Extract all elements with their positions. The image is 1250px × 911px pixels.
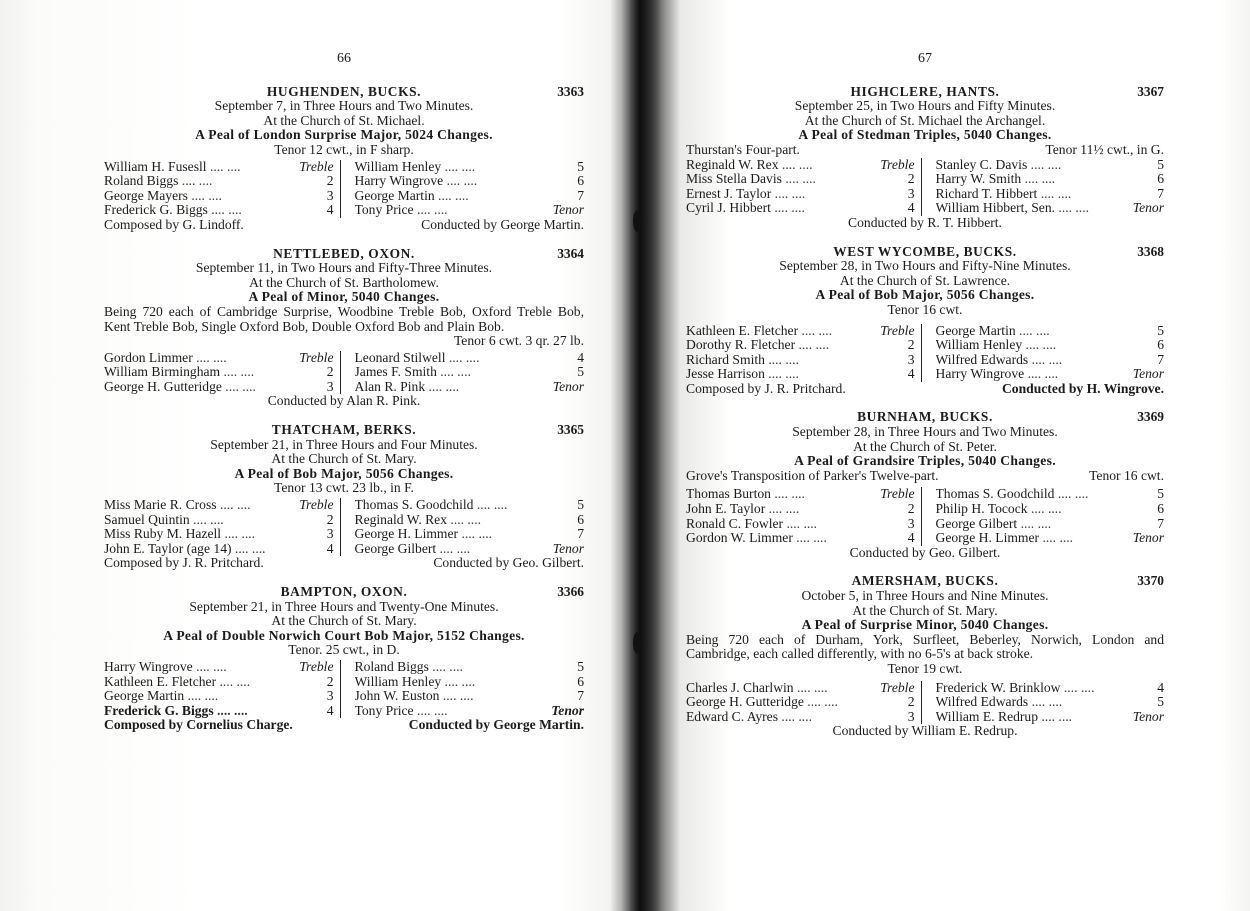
band-list [686, 324, 1164, 382]
ringer-name: Ronald C. Fowler .... [686, 517, 875, 532]
peal-church: At the Church of St. Mary. [852, 602, 998, 618]
ringer-name: Samuel Quintin .... [104, 513, 294, 528]
bell-position: 4 [577, 349, 584, 365]
peal-footer [104, 218, 584, 233]
peal-church: At the Church of St. Peter. [853, 438, 997, 454]
bell-position: Tenor [1132, 530, 1164, 546]
peal-method: A Peal of Bob Major, 5056 Changes. [234, 465, 454, 481]
ringer-name: Richard Smith .... [686, 353, 875, 368]
peal-record [104, 85, 584, 233]
peal-number: 3364 [557, 245, 584, 261]
peal-method: A Peal of Surprise Minor, 5040 Changes. [801, 617, 1049, 633]
ringer-row [936, 681, 1165, 696]
ringer-name: George H. Limmer .... [936, 531, 1125, 546]
peal-meta [686, 143, 1164, 158]
ringer-row [936, 531, 1165, 546]
ringer-row [936, 502, 1165, 517]
band-list [686, 487, 1164, 545]
ink-blot [633, 210, 642, 232]
ringer-row [355, 189, 585, 204]
peal-number: 3367 [1137, 83, 1164, 99]
bell-position: Tenor [1132, 366, 1164, 382]
band-list [104, 498, 584, 556]
ringer-row [104, 675, 334, 690]
peal-church: At the Church of St. Mary. [271, 451, 417, 467]
band-list [104, 160, 584, 218]
ringer-name: William Henley .... [355, 160, 545, 175]
ringer-row [686, 681, 915, 696]
ringer-name: Tony Price .... [355, 203, 545, 218]
peal-record [686, 245, 1164, 397]
peal-church: At the Church of St. Lawrence. [839, 272, 1011, 288]
ringer-row [686, 502, 915, 517]
band-column-right [341, 660, 585, 718]
composer: Composed by J. R. Pritchard. [104, 555, 264, 571]
ringer-name: Roland Biggs .... [355, 660, 545, 675]
peal-date: September 21, in Three Hours and Four Minutes. [210, 436, 478, 452]
conductor: Conducted by H. Wingrove. [1001, 380, 1164, 396]
ringer-name: George Martin .... [104, 689, 294, 704]
bell-position: 4 [907, 200, 915, 216]
ringer-name: Harry Wingrove .... [104, 660, 294, 675]
ringer-row [104, 660, 334, 675]
peal-place: HIGHCLERE, HANTS. [850, 83, 1000, 99]
peal-church: At the Church of St. Michael. [263, 112, 425, 128]
ringer-row [355, 160, 585, 175]
bell-position: 2 [326, 364, 334, 380]
bell-position: 4 [326, 702, 334, 718]
ringer-row [686, 531, 915, 546]
ringer-row [936, 517, 1165, 532]
bell-position: 5 [1157, 322, 1164, 338]
ringer-row [686, 324, 915, 339]
bell-position: 6 [1157, 171, 1164, 187]
peal-date: September 21, in Three Hours and Twenty-One Minutes. [189, 598, 499, 614]
ringer-row [355, 542, 585, 557]
bell-position: Treble [880, 486, 915, 502]
ringer-row [104, 527, 334, 542]
band-column-left [104, 351, 341, 395]
peal-meta [686, 469, 1164, 484]
band-column-left [686, 487, 922, 545]
ringer-row [355, 351, 585, 366]
band-list [686, 681, 1164, 725]
ringer-row [104, 380, 334, 395]
bell-position: Treble [880, 322, 915, 338]
bell-position: Tenor [552, 378, 584, 394]
peal-method: A Peal of Bob Major, 5056 Changes. [815, 287, 1035, 303]
ringer-row [686, 338, 915, 353]
peal-heading [686, 574, 1164, 589]
ringer-row [104, 365, 334, 380]
bell-position: 5 [1157, 694, 1164, 710]
ringer-row [104, 542, 334, 557]
bell-position: 5 [577, 364, 584, 380]
peal-method: A Peal of Double Norwich Court Bob Major, 5152 Changes. [163, 627, 525, 643]
ringer-name: Miss Stella Davis .... [686, 172, 875, 187]
peal-heading [104, 85, 584, 100]
ringer-name: Thomas S. Goodchild .... [355, 498, 545, 513]
bell-position: 3 [907, 351, 915, 367]
ringer-row [355, 689, 585, 704]
bell-position: 6 [1157, 337, 1164, 353]
peal-place: HUGHENDEN, BUCKS. [266, 83, 422, 99]
ringer-name: George H. Gutteridge .... [104, 380, 294, 395]
peal-record [104, 585, 584, 733]
peal-place: BURNHAM, BUCKS. [857, 409, 993, 425]
ringer-row [936, 710, 1165, 725]
ringer-row [355, 527, 585, 542]
right-page [686, 52, 1164, 753]
ringer-row [355, 380, 585, 395]
ringer-row [686, 487, 915, 502]
bell-position: 5 [1157, 156, 1164, 172]
bell-position: 2 [907, 501, 915, 517]
peal-footer [104, 556, 584, 571]
ringer-name: Wilfred Edwards .... [936, 695, 1125, 710]
bell-position: 2 [326, 673, 334, 689]
ringer-row [936, 353, 1165, 368]
peal-place: NETTLEBED, OXON. [273, 245, 415, 261]
peal-note: Being 720 each of Cambridge Surprise, Woodbine Treble Bob, Oxford Treble Bob, Kent Treble Bob, Single Oxford Bob, Double Oxford Bob and Plain Bob. [104, 303, 584, 334]
bell-position: Tenor [551, 702, 584, 718]
peal-church: At the Church of St. Bartholomew. [249, 274, 439, 290]
ringer-name: Miss Ruby M. Hazell .... [104, 527, 294, 542]
peal-number: 3365 [557, 422, 584, 438]
ringer-row [936, 324, 1165, 339]
bell-position: 7 [1157, 351, 1164, 367]
ringer-row [936, 367, 1165, 382]
composer: Composed by Cornelius Charge. [104, 717, 293, 733]
conductor: Conducted by R. T. Hibbert. [848, 214, 1002, 230]
peal-number: 3370 [1137, 573, 1164, 589]
peal-tenor: Tenor 11½ cwt., in G. [1045, 141, 1164, 157]
ringer-name: George Martin .... [936, 324, 1125, 339]
ringer-row [104, 203, 334, 218]
ringer-name: Frederick G. Biggs .... [104, 203, 294, 218]
peal-heading [104, 423, 584, 438]
ringer-row [104, 189, 334, 204]
bell-position: 3 [907, 185, 915, 201]
peal-tenor: Tenor 16 cwt. [1089, 467, 1164, 483]
peal-record [686, 574, 1164, 739]
peal-record [686, 85, 1164, 231]
peal-number: 3369 [1137, 409, 1164, 425]
bell-position: 4 [326, 540, 334, 556]
ringer-row [355, 174, 585, 189]
conductor: Conducted by William E. Redrup. [832, 723, 1018, 739]
peal-method: A Peal of Stedman Triples, 5040 Changes. [798, 127, 1052, 143]
composition: Thurstan's Four-part. [686, 141, 800, 157]
ringer-name: John E. Taylor .... [686, 502, 875, 517]
peal-tenor: Tenor 19 cwt. [887, 660, 963, 676]
ringer-row [686, 517, 915, 532]
peal-tenor: Tenor 16 cwt. [887, 301, 963, 317]
bell-position: 3 [326, 688, 334, 704]
ringer-name: George H. Limmer .... [355, 527, 545, 542]
book-gutter [622, 0, 662, 911]
ringer-row [686, 710, 915, 725]
ringer-name: George Martin .... [355, 189, 545, 204]
peal-date: September 28, in Two Hours and Fifty-Nine Minutes. [779, 258, 1071, 274]
conductor: Conducted by Alan R. Pink. [267, 393, 421, 409]
ringer-row [686, 172, 915, 187]
ringer-row [936, 187, 1165, 202]
composer: Composed by J. R. Pritchard. [686, 380, 846, 396]
ringer-name: Harry Wingrove .... [355, 174, 545, 189]
peal-record [104, 423, 584, 571]
ringer-row [686, 187, 915, 202]
ringer-name: Jesse Harrison .... [686, 367, 875, 382]
ringer-name: Roland Biggs .... [104, 174, 294, 189]
band-column-right [922, 681, 1165, 725]
ringer-row [936, 201, 1165, 216]
peal-heading [104, 585, 584, 600]
peal-method: A Peal of Grandsire Triples, 5040 Changes. [794, 453, 1056, 469]
page-number: 67 [918, 51, 932, 66]
bell-position: 6 [577, 511, 584, 527]
band-column-right [922, 158, 1165, 216]
peal-footer [686, 382, 1164, 397]
ringer-row [104, 160, 334, 175]
ringer-name: John W. Euston .... [355, 689, 545, 704]
ringer-name: Wilfred Edwards .... [936, 353, 1125, 368]
ringer-name: Frederick G. Biggs .... [104, 704, 294, 719]
ringer-name: Kathleen E. Fletcher .... [104, 675, 294, 690]
peal-record [104, 247, 584, 410]
bell-position: Treble [299, 349, 334, 365]
bell-position: 3 [326, 526, 334, 542]
composer: Composed by G. Lindoff. [104, 216, 244, 232]
peal-date: September 28, in Three Hours and Two Minutes. [792, 424, 1058, 440]
ringer-row [686, 367, 915, 382]
bell-position: 5 [577, 658, 584, 674]
ringer-row [936, 338, 1165, 353]
bell-position: Tenor [1132, 200, 1164, 216]
ringer-name: William Birmingham .... [104, 365, 294, 380]
ringer-name: Alan R. Pink .... [355, 380, 545, 395]
peal-tenor: Tenor 6 cwt. 3 qr. 27 lb. [453, 333, 584, 349]
bell-position: 4 [1157, 679, 1164, 695]
peal-heading [104, 247, 584, 262]
peal-date: September 25, in Two Hours and Fifty Minutes. [794, 98, 1056, 114]
ringer-name: Leonard Stilwell .... [355, 351, 545, 366]
ringer-name: Ernest J. Taylor .... [686, 187, 875, 202]
bell-position: 7 [577, 526, 584, 542]
ringer-name: Philip H. Tocock .... [936, 502, 1125, 517]
ringer-row [355, 704, 585, 719]
peal-tenor: Tenor. 25 cwt., in D. [288, 642, 400, 658]
peal-tenor: Tenor 12 cwt., in F sharp. [274, 141, 414, 157]
bell-position: 7 [577, 187, 584, 203]
peal-number: 3368 [1137, 243, 1164, 259]
bell-position: 6 [1157, 501, 1164, 517]
ringer-name: William Hibbert, Sen. .... [936, 201, 1125, 216]
peal-method: A Peal of London Surprise Major, 5024 Changes. [195, 127, 493, 143]
band-list [104, 660, 584, 718]
ringer-name: Thomas Burton .... [686, 487, 875, 502]
bell-position: 3 [326, 187, 334, 203]
ringer-name: Gordon W. Limmer .... [686, 531, 875, 546]
ringer-row [355, 203, 585, 218]
peal-note: Being 720 each of Durham, York, Surfleet, Beberley, Norwich, London and Cambridge, each called differently, with no 6-5's at back stroke. [686, 631, 1164, 662]
ringer-row [936, 695, 1165, 710]
left-page [104, 52, 584, 747]
ringer-name: George Gilbert .... [355, 542, 545, 557]
ringer-name: George Gilbert .... [936, 517, 1125, 532]
ringer-row [686, 353, 915, 368]
bell-position: 2 [907, 694, 915, 710]
band-column-left [686, 681, 922, 725]
ringer-name: William Henley .... [355, 675, 545, 690]
peal-date: September 11, in Two Hours and Fifty-Three Minutes. [195, 260, 493, 276]
ringer-row [355, 675, 585, 690]
peal-place: BAMPTON, OXON. [280, 584, 408, 599]
bell-position: 2 [907, 171, 915, 187]
band-column-right [922, 324, 1165, 382]
page-number: 66 [337, 51, 351, 66]
peal-church: At the Church of St. Mary. [271, 613, 417, 629]
peal-place: AMERSHAM, BUCKS. [851, 573, 999, 589]
bell-position: 2 [326, 173, 334, 189]
conductor: Conducted by George Martin. [421, 216, 584, 232]
bell-position: 3 [326, 378, 334, 394]
ringer-row [936, 487, 1165, 502]
peal-place: WEST WYCOMBE, BUCKS. [833, 243, 1017, 259]
ringer-row [686, 695, 915, 710]
bell-position: 5 [1157, 486, 1164, 502]
band-column-right [922, 487, 1165, 545]
conductor: Conducted by Geo. Gilbert. [849, 544, 1001, 560]
bell-position: 4 [907, 530, 915, 546]
band-column-left [104, 160, 341, 218]
ringer-name: Miss Marie R. Cross .... [104, 498, 294, 513]
bell-position: Tenor [1132, 708, 1164, 724]
band-list [104, 351, 584, 395]
ringer-row [355, 513, 585, 528]
ringer-name: Richard T. Hibbert .... [936, 187, 1125, 202]
peal-record [686, 410, 1164, 560]
bell-position: 4 [326, 202, 334, 218]
ringer-row [686, 201, 915, 216]
ringer-name: Thomas S. Goodchild .... [936, 487, 1125, 502]
ringer-name: George H. Gutteridge .... [686, 695, 875, 710]
bell-position: 6 [577, 673, 584, 689]
peal-date: September 7, in Three Hours and Two Minutes. [214, 98, 474, 114]
ringer-name: Stanley C. Davis .... [936, 158, 1125, 173]
peal-heading [686, 85, 1164, 100]
ringer-name: John E. Taylor (age 14) .... [104, 542, 294, 557]
conductor: Conducted by George Martin. [408, 717, 584, 733]
bell-position: Tenor [552, 540, 584, 556]
ringer-row [104, 513, 334, 528]
peal-heading [686, 245, 1164, 260]
ringer-row [355, 660, 585, 675]
bell-position: 7 [577, 688, 584, 704]
bell-position: Treble [880, 679, 915, 695]
ringer-name: Charles J. Charlwin .... [686, 681, 875, 696]
ringer-name: William Henley .... [936, 338, 1125, 353]
band-column-left [686, 158, 922, 216]
ringer-row [936, 158, 1165, 173]
band-column-right [341, 498, 585, 556]
ringer-row [104, 498, 334, 513]
ringer-name: Frederick W. Brinklow .... [936, 681, 1125, 696]
conductor: Conducted by Geo. Gilbert. [433, 555, 584, 571]
ringer-row [104, 174, 334, 189]
ringer-row [104, 704, 334, 719]
peal-number: 3366 [557, 584, 584, 599]
peal-footer [104, 718, 584, 733]
bell-position: 3 [907, 708, 915, 724]
ringer-name: Reginald W. Rex .... [686, 158, 875, 173]
peal-number: 3363 [557, 83, 584, 99]
bell-position: 7 [1157, 515, 1164, 531]
bell-position: 5 [577, 497, 584, 513]
band-list [686, 158, 1164, 216]
band-column-right [341, 351, 585, 395]
peal-church: At the Church of St. Michael the Archangel. [804, 112, 1046, 128]
bell-position: 2 [326, 511, 334, 527]
band-column-left [104, 498, 341, 556]
bell-position: 2 [907, 337, 915, 353]
ringer-row [104, 351, 334, 366]
peal-date: October 5, in Three Hours and Nine Minutes. [801, 588, 1049, 603]
peal-place: THATCHAM, BERKS. [271, 422, 417, 438]
bell-position: Treble [299, 158, 334, 174]
ringer-name: Gordon Limmer .... [104, 351, 294, 366]
ringer-name: James F. Smith .... [355, 365, 545, 380]
composition: Grove's Transposition of Parker's Twelve-part. [686, 467, 939, 483]
ringer-name: William H. Fusesll .... [104, 160, 294, 175]
bell-position: 6 [577, 173, 584, 189]
ringer-row [936, 172, 1165, 187]
ringer-name: Cyril J. Hibbert .... [686, 201, 875, 216]
ringer-name: Harry W. Smith .... [936, 172, 1125, 187]
bell-position: Treble [299, 497, 334, 513]
ringer-row [686, 158, 915, 173]
peal-heading [686, 410, 1164, 425]
bell-position: Treble [299, 658, 334, 674]
bell-position: Tenor [552, 202, 584, 218]
bell-position: Treble [880, 156, 915, 172]
bell-position: 7 [1157, 185, 1164, 201]
ringer-row [104, 689, 334, 704]
ringer-name: Kathleen E. Fletcher .... [686, 324, 875, 339]
bell-position: 3 [907, 515, 915, 531]
ringer-name: Tony Price .... [355, 704, 545, 719]
ringer-name: Reginald W. Rex .... [355, 513, 545, 528]
ringer-name: George Mayers .... [104, 189, 294, 204]
ringer-name: William E. Redrup .... [936, 710, 1125, 725]
band-column-right [341, 160, 585, 218]
band-column-left [104, 660, 341, 718]
bell-position: 4 [907, 366, 915, 382]
peal-method: A Peal of Minor, 5040 Changes. [248, 289, 440, 305]
ringer-row [355, 498, 585, 513]
bell-position: 5 [577, 158, 584, 174]
ink-blot [633, 632, 642, 654]
band-column-left [686, 324, 922, 382]
peal-tenor: Tenor 13 cwt. 23 lb., in F. [274, 480, 414, 496]
ringer-name: Edward C. Ayres .... [686, 710, 875, 725]
ringer-name: Dorothy R. Fletcher .... [686, 338, 875, 353]
ringer-name: Harry Wingrove .... [936, 367, 1125, 382]
ringer-row [355, 365, 585, 380]
